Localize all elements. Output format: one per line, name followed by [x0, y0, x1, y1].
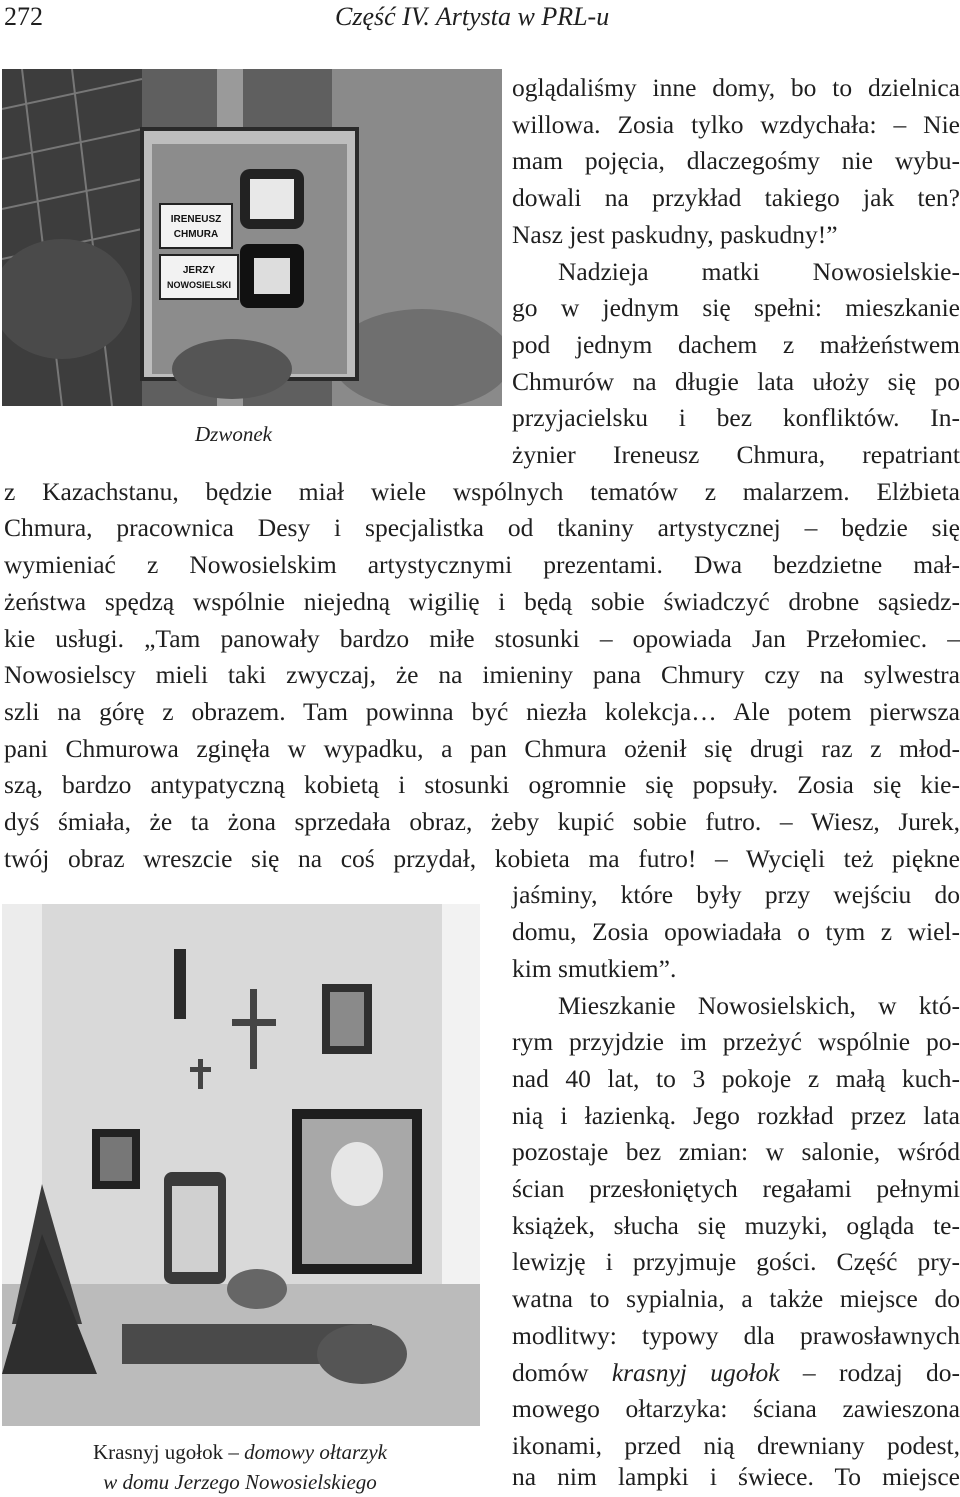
body-line-2: willowa. Zosia tylko wzdychała: – Nie — [512, 109, 960, 139]
page-number: 272 — [4, 2, 43, 31]
body-line-29: nią i łazienką. Jego rozkład przez lata — [512, 1100, 960, 1130]
running-title: Część IV. Artysta w PRL-u — [335, 2, 610, 31]
body-line-36-term: krasnyj ugołok — [611, 1357, 780, 1387]
body-line-14: wymieniać z Nowosielskim artystycznymi prezentami. Dwa bezdzietne mał- — [4, 550, 960, 580]
body-line-9: Chmurów na długie lata ułoży się po — [512, 366, 960, 396]
body-line-31: ścian przesłoniętych regałami pełnymi — [512, 1174, 960, 1203]
body-line-36-b: – rodzaj do- — [779, 1357, 960, 1387]
body-line-11: żynier Ireneusz Chmura, repatriant — [512, 440, 960, 469]
body-line-37: mowego ołtarzyka: ściana zawieszona — [512, 1394, 960, 1424]
caption-italic-1: domowy ołtarzyk — [244, 1440, 387, 1464]
body-line-17: Nowosielscy mieli taki zwyczaj, że na imieniny pana Chmury czy na sylwestra — [4, 660, 960, 690]
body-line-18: szli na górę z obrazem. Tam powinna być niezła kolekcja… Ale potem pierwsza — [4, 696, 960, 726]
doorbell-label-1b: CHMURA — [173, 229, 219, 240]
body-line-24: domu, Zosia opowiadała o tym z wiel- — [512, 917, 960, 947]
body-line-22: twój obraz wreszcie się na coś przydał, kobieta ma futro! – Wycięli też piękne — [4, 843, 960, 873]
body-line-6: Nadzieja matki Nowosielskie- — [558, 256, 960, 286]
doorbell-label-2b: NOWOSIELSKI — [166, 280, 232, 290]
photo-krasnyj-ugolok — [2, 904, 480, 1426]
body-line-27: rym przyjdzie im przeżyć wspólnie po- — [512, 1027, 960, 1057]
body-line-25: kim smutkiem”. — [512, 953, 677, 983]
body-line-21: dyś śmiała, że ta żona sprzedała obraz, żeby kupić sobie futro. – Wiesz, Jurek, — [4, 807, 960, 836]
body-line-7: go w jednym się spełni: mieszkanie — [512, 293, 960, 323]
body-line-8: pod jednym dachem z małżeństwem — [512, 329, 960, 359]
body-line-16: kie usługi. „Tam panowały bardzo miłe stosunki – opowiada Jan Przełomiec. – — [4, 623, 960, 653]
body-line-30: pozostaje bez zmian: w salonie, wśród — [512, 1137, 960, 1167]
body-line-26: Mieszkanie Nowosielskich, w któ- — [558, 990, 960, 1020]
caption-plain: Krasnyj ugołok – — [93, 1440, 245, 1464]
body-line-5: Nasz jest paskudny, paskudny!” — [512, 219, 838, 249]
body-line-15: żeństwa spędzą wspólnie niejedną wigilię i będą sobie świadczyć drobne sąsiedz- — [4, 586, 960, 616]
body-line-12: z Kazachstanu, będzie miał wiele wspólnych tematów z malarzem. Elżbieta — [4, 476, 960, 506]
body-line-20: szą, bardzo antypatyczną kobietą i stosunki ogromnie się popsuły. Zosia się kie- — [4, 770, 960, 800]
body-line-34: watna to sypialnia, a także miejsce do — [512, 1284, 960, 1314]
body-line-19: pani Chmurowa zginęła w wypadku, a pan Chmura ożenił się drugi raz z młod- — [4, 733, 960, 763]
body-line-36 — [512, 1356, 960, 1393]
body-line-28: nad 40 lat, to 3 pokoje z małą kuch- — [512, 1063, 960, 1093]
body-line-1: oglądaliśmy inne domy, bo to dzielnica — [512, 73, 960, 102]
body-line-36-a: domów — [512, 1357, 612, 1387]
doorbell-label-1a: IRENEUSZ — [170, 214, 222, 225]
body-line-32: książek, słucha się muzyki, ogląda te- — [512, 1210, 960, 1240]
caption-doorbell: Dzwonek — [195, 422, 272, 446]
body-line-35: modlitwy: typowy dla prawosławnych — [512, 1320, 960, 1350]
doorbell-label-2a: JERZY — [182, 265, 216, 276]
caption-krasnyj-ugolok — [60, 1437, 420, 1497]
body-line-4: dowali na przykład takiego jak ten? — [512, 183, 960, 213]
body-line-10: przyjacielsku i bez konfliktów. In- — [512, 403, 960, 433]
body-line-39: na nim lampki i świece. To miejsce — [512, 1462, 960, 1491]
body-line-33: lewizję i przyjmuje gości. Część pry- — [512, 1247, 960, 1277]
body-line-23: jaśminy, które były przy wejściu do — [512, 880, 960, 910]
photo-doorbell — [2, 69, 502, 406]
body-line-13: Chmura, pracownica Desy i specjalistka od tkaniny artystycznej – będzie się — [4, 513, 960, 543]
body-line-3: mam pojęcia, dlaczegośmy nie wybu- — [512, 146, 960, 176]
caption-italic-2: w domu Jerzego Nowosielskiego — [103, 1470, 377, 1494]
body-line-38: ikonami, przed nią drewniany podest, — [512, 1430, 960, 1460]
